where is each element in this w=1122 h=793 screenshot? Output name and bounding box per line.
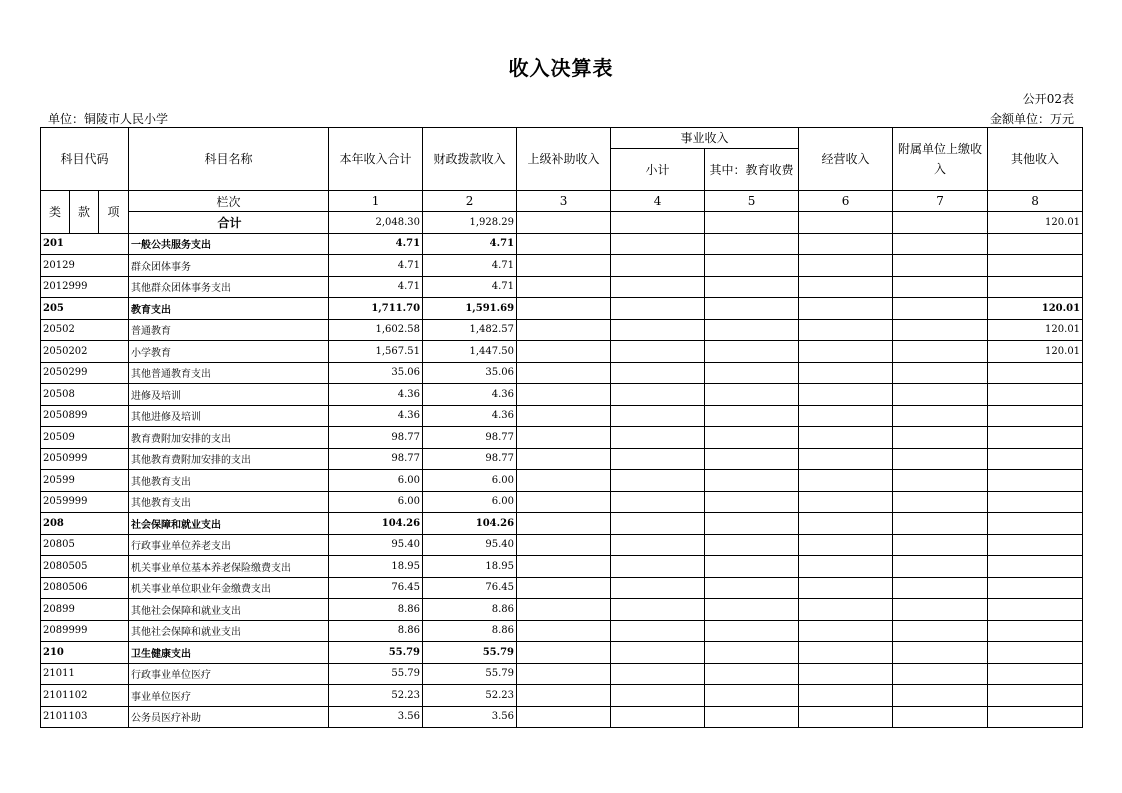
row-education-fee — [705, 534, 799, 556]
row-operating-income — [799, 534, 893, 556]
row-other-income — [988, 642, 1083, 664]
row-code: 20129 — [41, 255, 129, 277]
row-business-subtotal — [611, 577, 705, 599]
row-annual-income: 4.36 — [329, 405, 423, 427]
row-affiliated-income — [893, 255, 988, 277]
row-fiscal-appropriation: 55.79 — [423, 663, 517, 685]
row-education-fee — [705, 298, 799, 320]
row-education-fee — [705, 491, 799, 513]
row-education-fee — [705, 341, 799, 363]
row-other-income — [988, 706, 1083, 728]
row-operating-income — [799, 642, 893, 664]
row-annual-income: 1,567.51 — [329, 341, 423, 363]
row-name: 行政事业单位医疗 — [129, 663, 329, 685]
row-affiliated-income — [893, 448, 988, 470]
row-fiscal-appropriation: 98.77 — [423, 427, 517, 449]
row-code: 20508 — [41, 384, 129, 406]
table-row — [41, 685, 1083, 707]
row-name: 普通教育 — [129, 319, 329, 341]
row-education-fee — [705, 513, 799, 535]
row-name: 群众团体事务 — [129, 255, 329, 277]
table-row — [41, 577, 1083, 599]
row-operating-income — [799, 470, 893, 492]
row-code: 20509 — [41, 427, 129, 449]
row-business-subtotal — [611, 384, 705, 406]
row-operating-income — [799, 491, 893, 513]
row-other-income — [988, 577, 1083, 599]
row-code: 2101102 — [41, 685, 129, 707]
total-annual-income: 2,048.30 — [329, 212, 423, 234]
header-kuan: 款 — [70, 191, 99, 234]
row-superior-subsidy — [517, 577, 611, 599]
row-name: 机关事业单位职业年金缴费支出 — [129, 577, 329, 599]
row-code: 20599 — [41, 470, 129, 492]
row-business-subtotal — [611, 663, 705, 685]
row-fiscal-appropriation: 18.95 — [423, 556, 517, 578]
row-business-subtotal — [611, 298, 705, 320]
header-lei: 类 — [41, 191, 70, 234]
row-education-fee — [705, 599, 799, 621]
row-education-fee — [705, 276, 799, 298]
column-number: 3 — [517, 191, 611, 212]
income-statement-table — [40, 127, 1083, 728]
row-superior-subsidy — [517, 470, 611, 492]
row-business-subtotal — [611, 427, 705, 449]
row-code: 21011 — [41, 663, 129, 685]
header-superior-subsidy: 上级补助收入 — [517, 128, 611, 191]
row-code: 210 — [41, 642, 129, 664]
row-affiliated-income — [893, 233, 988, 255]
row-operating-income — [799, 599, 893, 621]
row-operating-income — [799, 341, 893, 363]
row-superior-subsidy — [517, 319, 611, 341]
row-name: 其他普通教育支出 — [129, 362, 329, 384]
row-business-subtotal — [611, 491, 705, 513]
row-other-income — [988, 513, 1083, 535]
column-number: 7 — [893, 191, 988, 212]
row-affiliated-income — [893, 534, 988, 556]
table-row — [41, 534, 1083, 556]
row-other-income: 120.01 — [988, 341, 1083, 363]
row-name: 其他社会保障和就业支出 — [129, 599, 329, 621]
row-fiscal-appropriation: 4.36 — [423, 405, 517, 427]
row-annual-income: 8.86 — [329, 599, 423, 621]
row-name: 其他教育支出 — [129, 470, 329, 492]
row-name: 机关事业单位基本养老保险缴费支出 — [129, 556, 329, 578]
row-superior-subsidy — [517, 233, 611, 255]
table-row — [41, 427, 1083, 449]
table-row — [41, 362, 1083, 384]
row-operating-income — [799, 362, 893, 384]
row-superior-subsidy — [517, 405, 611, 427]
row-affiliated-income — [893, 513, 988, 535]
row-name: 其他教育费附加安排的支出 — [129, 448, 329, 470]
row-annual-income: 3.56 — [329, 706, 423, 728]
row-annual-income: 6.00 — [329, 470, 423, 492]
row-name: 其他社会保障和就业支出 — [129, 620, 329, 642]
row-education-fee — [705, 448, 799, 470]
row-education-fee — [705, 319, 799, 341]
row-affiliated-income — [893, 599, 988, 621]
row-other-income — [988, 384, 1083, 406]
row-operating-income — [799, 255, 893, 277]
table-row — [41, 470, 1083, 492]
table-row — [41, 298, 1083, 320]
row-code: 201 — [41, 233, 129, 255]
row-affiliated-income — [893, 405, 988, 427]
header-fiscal-appropriation: 财政拨款收入 — [423, 128, 517, 191]
row-name: 其他进修及培训 — [129, 405, 329, 427]
row-affiliated-income — [893, 577, 988, 599]
row-other-income — [988, 233, 1083, 255]
header-xiang: 项 — [99, 191, 129, 234]
row-other-income — [988, 663, 1083, 685]
row-annual-income: 4.71 — [329, 255, 423, 277]
row-code: 2080506 — [41, 577, 129, 599]
table-row — [41, 319, 1083, 341]
row-name: 小学教育 — [129, 341, 329, 363]
row-superior-subsidy — [517, 513, 611, 535]
row-affiliated-income — [893, 362, 988, 384]
row-code: 20899 — [41, 599, 129, 621]
column-number: 4 — [611, 191, 705, 212]
row-other-income — [988, 534, 1083, 556]
row-affiliated-income — [893, 319, 988, 341]
row-annual-income: 4.71 — [329, 233, 423, 255]
row-education-fee — [705, 470, 799, 492]
row-fiscal-appropriation: 52.23 — [423, 685, 517, 707]
row-fiscal-appropriation: 6.00 — [423, 470, 517, 492]
row-education-fee — [705, 663, 799, 685]
row-operating-income — [799, 577, 893, 599]
table-row — [41, 642, 1083, 664]
row-name: 公务员医疗补助 — [129, 706, 329, 728]
row-other-income — [988, 599, 1083, 621]
row-other-income — [988, 491, 1083, 513]
row-annual-income: 18.95 — [329, 556, 423, 578]
row-affiliated-income — [893, 276, 988, 298]
row-fiscal-appropriation: 104.26 — [423, 513, 517, 535]
row-affiliated-income — [893, 620, 988, 642]
row-operating-income — [799, 405, 893, 427]
row-annual-income: 98.77 — [329, 448, 423, 470]
row-name: 其他群众团体事务支出 — [129, 276, 329, 298]
row-operating-income — [799, 663, 893, 685]
table-row — [41, 620, 1083, 642]
row-operating-income — [799, 427, 893, 449]
row-operating-income — [799, 620, 893, 642]
row-superior-subsidy — [517, 384, 611, 406]
row-operating-income — [799, 706, 893, 728]
row-other-income — [988, 255, 1083, 277]
row-business-subtotal — [611, 642, 705, 664]
row-code: 20805 — [41, 534, 129, 556]
row-education-fee — [705, 577, 799, 599]
page-title: 收入决算表 — [508, 56, 614, 80]
row-operating-income — [799, 384, 893, 406]
row-business-subtotal — [611, 685, 705, 707]
row-superior-subsidy — [517, 642, 611, 664]
row-superior-subsidy — [517, 255, 611, 277]
row-other-income — [988, 276, 1083, 298]
table-row — [41, 663, 1083, 685]
row-superior-subsidy — [517, 298, 611, 320]
row-superior-subsidy — [517, 663, 611, 685]
row-business-subtotal — [611, 556, 705, 578]
row-business-subtotal — [611, 599, 705, 621]
header-affiliated-income: 附属单位上缴收入 — [893, 128, 988, 191]
row-code: 2089999 — [41, 620, 129, 642]
row-code: 208 — [41, 513, 129, 535]
row-superior-subsidy — [517, 491, 611, 513]
row-affiliated-income — [893, 491, 988, 513]
table-row — [41, 448, 1083, 470]
row-affiliated-income — [893, 685, 988, 707]
row-education-fee — [705, 556, 799, 578]
row-education-fee — [705, 233, 799, 255]
row-fiscal-appropriation: 3.56 — [423, 706, 517, 728]
row-operating-income — [799, 319, 893, 341]
row-annual-income: 55.79 — [329, 642, 423, 664]
row-annual-income: 55.79 — [329, 663, 423, 685]
row-fiscal-appropriation: 4.71 — [423, 255, 517, 277]
row-affiliated-income — [893, 470, 988, 492]
row-fiscal-appropriation: 1,482.57 — [423, 319, 517, 341]
row-business-subtotal — [611, 513, 705, 535]
row-education-fee — [705, 706, 799, 728]
row-other-income — [988, 362, 1083, 384]
row-name: 行政事业单位养老支出 — [129, 534, 329, 556]
row-business-subtotal — [611, 620, 705, 642]
row-fiscal-appropriation: 55.79 — [423, 642, 517, 664]
table-row — [41, 384, 1083, 406]
row-annual-income: 76.45 — [329, 577, 423, 599]
row-operating-income — [799, 233, 893, 255]
row-fiscal-appropriation: 98.77 — [423, 448, 517, 470]
row-other-income: 120.01 — [988, 319, 1083, 341]
table-row — [41, 233, 1083, 255]
row-code: 2050299 — [41, 362, 129, 384]
row-business-subtotal — [611, 362, 705, 384]
row-code: 2101103 — [41, 706, 129, 728]
column-number: 8 — [988, 191, 1083, 212]
row-fiscal-appropriation: 1,447.50 — [423, 341, 517, 363]
row-operating-income — [799, 556, 893, 578]
table-row — [41, 491, 1083, 513]
total-label: 合计 — [129, 212, 329, 234]
row-other-income — [988, 620, 1083, 642]
row-fiscal-appropriation: 8.86 — [423, 599, 517, 621]
row-code: 2050202 — [41, 341, 129, 363]
row-code: 2012999 — [41, 276, 129, 298]
row-annual-income: 6.00 — [329, 491, 423, 513]
row-fiscal-appropriation: 1,591.69 — [423, 298, 517, 320]
row-education-fee — [705, 405, 799, 427]
column-number: 2 — [423, 191, 517, 212]
row-name: 卫生健康支出 — [129, 642, 329, 664]
row-business-subtotal — [611, 341, 705, 363]
row-affiliated-income — [893, 427, 988, 449]
header-annual-income: 本年收入合计 — [329, 128, 423, 191]
row-superior-subsidy — [517, 620, 611, 642]
header-other-income: 其他收入 — [988, 128, 1083, 191]
row-education-fee — [705, 685, 799, 707]
row-affiliated-income — [893, 556, 988, 578]
row-superior-subsidy — [517, 534, 611, 556]
row-business-subtotal — [611, 534, 705, 556]
row-name: 事业单位医疗 — [129, 685, 329, 707]
header-subject-name: 科目名称 — [129, 128, 329, 191]
table-row — [41, 556, 1083, 578]
table-row — [41, 255, 1083, 277]
total-row — [41, 212, 1083, 234]
row-other-income — [988, 470, 1083, 492]
row-education-fee — [705, 642, 799, 664]
form-number: 公开02表 — [1022, 92, 1074, 106]
row-education-fee — [705, 620, 799, 642]
row-operating-income — [799, 276, 893, 298]
row-name: 教育费附加安排的支出 — [129, 427, 329, 449]
row-annual-income: 104.26 — [329, 513, 423, 535]
header-subject-code: 科目代码 — [41, 128, 129, 191]
header-business-income: 事业收入 — [611, 128, 799, 149]
row-business-subtotal — [611, 448, 705, 470]
row-other-income — [988, 405, 1083, 427]
table-row — [41, 405, 1083, 427]
row-superior-subsidy — [517, 427, 611, 449]
row-code: 205 — [41, 298, 129, 320]
row-other-income — [988, 427, 1083, 449]
row-operating-income — [799, 513, 893, 535]
row-operating-income — [799, 298, 893, 320]
row-code: 2050899 — [41, 405, 129, 427]
row-superior-subsidy — [517, 448, 611, 470]
row-fiscal-appropriation: 4.36 — [423, 384, 517, 406]
row-code: 2050999 — [41, 448, 129, 470]
table-row — [41, 341, 1083, 363]
row-fiscal-appropriation: 6.00 — [423, 491, 517, 513]
row-education-fee — [705, 384, 799, 406]
row-fiscal-appropriation: 4.71 — [423, 233, 517, 255]
row-affiliated-income — [893, 663, 988, 685]
row-operating-income — [799, 448, 893, 470]
header-column-no: 栏次 — [129, 191, 329, 212]
row-operating-income — [799, 685, 893, 707]
row-annual-income: 8.86 — [329, 620, 423, 642]
row-superior-subsidy — [517, 276, 611, 298]
row-name: 其他教育支出 — [129, 491, 329, 513]
table-row — [41, 706, 1083, 728]
row-superior-subsidy — [517, 341, 611, 363]
table-row — [41, 513, 1083, 535]
row-name: 社会保障和就业支出 — [129, 513, 329, 535]
table-row — [41, 599, 1083, 621]
row-superior-subsidy — [517, 556, 611, 578]
total-other-income: 120.01 — [988, 212, 1083, 234]
row-annual-income: 1,711.70 — [329, 298, 423, 320]
row-affiliated-income — [893, 298, 988, 320]
row-name: 一般公共服务支出 — [129, 233, 329, 255]
row-other-income — [988, 685, 1083, 707]
row-other-income: 120.01 — [988, 298, 1083, 320]
row-code: 2059999 — [41, 491, 129, 513]
column-number: 5 — [705, 191, 799, 212]
column-number: 1 — [329, 191, 423, 212]
row-annual-income: 1,602.58 — [329, 319, 423, 341]
row-superior-subsidy — [517, 599, 611, 621]
row-fiscal-appropriation: 8.86 — [423, 620, 517, 642]
row-other-income — [988, 556, 1083, 578]
header-education-fee: 其中：教育收费 — [705, 149, 799, 191]
row-business-subtotal — [611, 276, 705, 298]
row-fiscal-appropriation: 76.45 — [423, 577, 517, 599]
row-business-subtotal — [611, 233, 705, 255]
row-affiliated-income — [893, 706, 988, 728]
row-superior-subsidy — [517, 362, 611, 384]
header-operating-income: 经营收入 — [799, 128, 893, 191]
row-annual-income: 95.40 — [329, 534, 423, 556]
row-business-subtotal — [611, 405, 705, 427]
row-other-income — [988, 448, 1083, 470]
row-business-subtotal — [611, 319, 705, 341]
row-education-fee — [705, 255, 799, 277]
row-affiliated-income — [893, 384, 988, 406]
total-fiscal-appropriation: 1,928.29 — [423, 212, 517, 234]
table-row — [41, 276, 1083, 298]
row-fiscal-appropriation: 95.40 — [423, 534, 517, 556]
row-superior-subsidy — [517, 685, 611, 707]
row-annual-income: 4.71 — [329, 276, 423, 298]
row-superior-subsidy — [517, 706, 611, 728]
row-name: 进修及培训 — [129, 384, 329, 406]
row-code: 20502 — [41, 319, 129, 341]
row-code: 2080505 — [41, 556, 129, 578]
row-business-subtotal — [611, 255, 705, 277]
row-annual-income: 4.36 — [329, 384, 423, 406]
row-affiliated-income — [893, 642, 988, 664]
row-education-fee — [705, 427, 799, 449]
row-annual-income: 98.77 — [329, 427, 423, 449]
row-education-fee — [705, 362, 799, 384]
row-fiscal-appropriation: 35.06 — [423, 362, 517, 384]
row-business-subtotal — [611, 706, 705, 728]
row-business-subtotal — [611, 470, 705, 492]
column-number: 6 — [799, 191, 893, 212]
row-fiscal-appropriation: 4.71 — [423, 276, 517, 298]
unit-label: 单位：铜陵市人民小学 — [48, 112, 169, 126]
row-annual-income: 35.06 — [329, 362, 423, 384]
amount-unit-label: 金额单位：万元 — [989, 112, 1074, 126]
row-affiliated-income — [893, 341, 988, 363]
row-name: 教育支出 — [129, 298, 329, 320]
row-annual-income: 52.23 — [329, 685, 423, 707]
header-subtotal: 小计 — [611, 149, 705, 191]
